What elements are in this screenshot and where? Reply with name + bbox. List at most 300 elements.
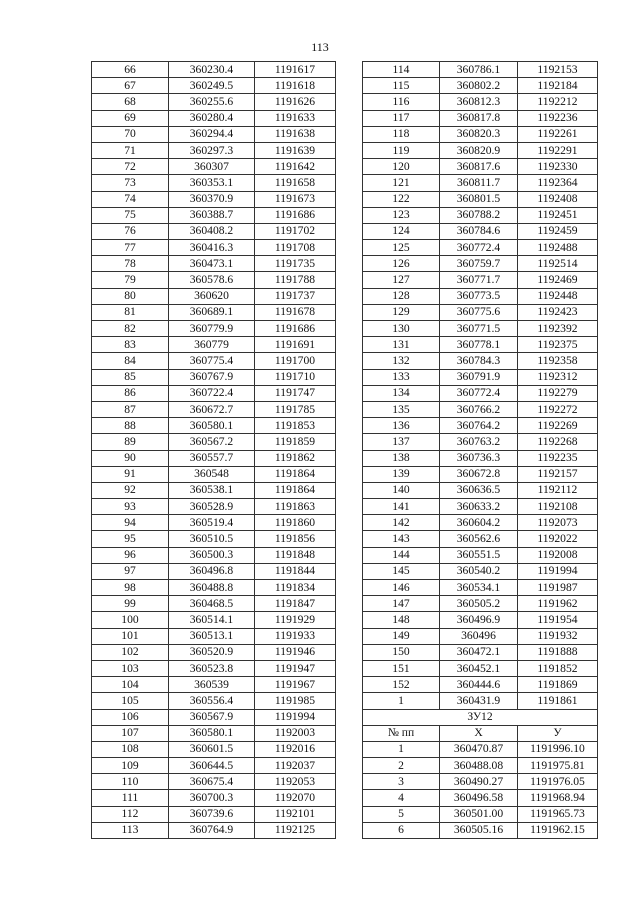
- table-row: [92, 207, 336, 223]
- x-coordinate-cell: 360496.9: [440, 612, 518, 628]
- table-row: [363, 62, 598, 78]
- y-coordinate-cell: 1192022: [518, 531, 598, 547]
- table-row: [92, 401, 336, 417]
- x-coordinate-cell: 360778.1: [440, 337, 518, 353]
- table-row: [92, 78, 336, 94]
- point-number-cell: 89: [92, 434, 169, 450]
- point-number-cell: 147: [363, 596, 440, 612]
- point-number-cell: 109: [92, 758, 169, 774]
- x-coordinate-cell: 360772.4: [440, 240, 518, 256]
- x-coordinate-cell: 360353.1: [169, 175, 255, 191]
- y-coordinate-cell: 1191856: [255, 531, 336, 547]
- table-row: [92, 693, 336, 709]
- point-number-cell: 81: [92, 304, 169, 320]
- point-number-cell: 78: [92, 256, 169, 272]
- table-row: [363, 272, 598, 288]
- x-coordinate-cell: 360764.2: [440, 418, 518, 434]
- y-coordinate-cell: 1191968.94: [518, 790, 598, 806]
- point-number-cell: 129: [363, 304, 440, 320]
- x-coordinate-cell: 360759.7: [440, 256, 518, 272]
- table-row: [363, 207, 598, 223]
- x-coordinate-cell: 360580.1: [169, 418, 255, 434]
- x-coordinate-cell: 360788.2: [440, 207, 518, 223]
- x-coordinate-cell: 360294.4: [169, 126, 255, 142]
- y-coordinate-cell: 1192375: [518, 337, 598, 353]
- x-coordinate-cell: 360488.8: [169, 580, 255, 596]
- point-number-cell: 113: [92, 822, 169, 838]
- table-row: [92, 515, 336, 531]
- y-coordinate-cell: 1191710: [255, 369, 336, 385]
- y-coordinate-cell: 1191859: [255, 434, 336, 450]
- point-number-cell: 123: [363, 207, 440, 223]
- table-row: [363, 677, 598, 693]
- x-coordinate-cell: 360528.9: [169, 499, 255, 515]
- point-number-cell: 148: [363, 612, 440, 628]
- x-coordinate-cell: 360520.9: [169, 644, 255, 660]
- y-coordinate-cell: 1192312: [518, 369, 598, 385]
- y-coordinate-cell: 1191642: [255, 159, 336, 175]
- point-number-cell: 96: [92, 547, 169, 563]
- point-number-cell: 77: [92, 240, 169, 256]
- point-number-cell: 93: [92, 499, 169, 515]
- x-coordinate-cell: 360431.9: [440, 693, 518, 709]
- table-row: [363, 450, 598, 466]
- point-number-cell: 126: [363, 256, 440, 272]
- y-coordinate-cell: 1192269: [518, 418, 598, 434]
- table-row: [92, 709, 336, 725]
- point-number-cell: 146: [363, 580, 440, 596]
- y-coordinate-cell: 1191994: [518, 563, 598, 579]
- x-coordinate-cell: 360820.9: [440, 142, 518, 158]
- table-row: [92, 563, 336, 579]
- table-row: [92, 110, 336, 126]
- x-coordinate-cell: 360775.6: [440, 304, 518, 320]
- y-coordinate-cell: 1191962.15: [518, 822, 598, 838]
- point-number-cell: 128: [363, 288, 440, 304]
- x-coordinate-cell: 360540.2: [440, 563, 518, 579]
- point-number-cell: 141: [363, 499, 440, 515]
- point-number-cell: 5: [363, 806, 440, 822]
- x-coordinate-cell: 360505.2: [440, 596, 518, 612]
- table-row: [92, 466, 336, 482]
- point-number-cell: 75: [92, 207, 169, 223]
- y-coordinate-cell: 1191967: [255, 677, 336, 693]
- table-row: [92, 790, 336, 806]
- table-row: [92, 353, 336, 369]
- table-row: [363, 563, 598, 579]
- table-row: [363, 790, 598, 806]
- y-coordinate-cell: 1191860: [255, 515, 336, 531]
- point-number-cell: 100: [92, 612, 169, 628]
- table-row: [363, 418, 598, 434]
- table-row: [92, 240, 336, 256]
- y-coordinate-cell: 1192125: [255, 822, 336, 838]
- y-coordinate-cell: 1191864: [255, 466, 336, 482]
- x-coordinate-cell: 360771.7: [440, 272, 518, 288]
- x-coordinate-cell: 360722.4: [169, 385, 255, 401]
- x-coordinate-cell: 360444.6: [440, 677, 518, 693]
- x-coordinate-cell: 360700.3: [169, 790, 255, 806]
- table-row: [363, 126, 598, 142]
- table-row: [363, 401, 598, 417]
- x-coordinate-cell: 360689.1: [169, 304, 255, 320]
- x-coordinate-cell: 360297.3: [169, 142, 255, 158]
- table-row: [363, 758, 598, 774]
- x-coordinate-cell: 360672.7: [169, 401, 255, 417]
- y-coordinate-cell: 1191962: [518, 596, 598, 612]
- table-row: [363, 660, 598, 676]
- x-coordinate-cell: 360567.2: [169, 434, 255, 450]
- x-coordinate-cell: 360675.4: [169, 774, 255, 790]
- x-coordinate-cell: 360538.1: [169, 482, 255, 498]
- table-row: [363, 175, 598, 191]
- y-coordinate-cell: 1191700: [255, 353, 336, 369]
- point-number-cell: 111: [92, 790, 169, 806]
- x-coordinate-cell: 360505.16: [440, 822, 518, 838]
- table-row: [363, 466, 598, 482]
- y-coordinate-cell: 1191638: [255, 126, 336, 142]
- x-coordinate-cell: 360578.6: [169, 272, 255, 288]
- table-row: [92, 499, 336, 515]
- point-number-cell: 106: [92, 709, 169, 725]
- y-coordinate-cell: 1191861: [518, 693, 598, 709]
- point-number-cell: 87: [92, 401, 169, 417]
- point-number-cell: 98: [92, 580, 169, 596]
- y-coordinate-cell: 1191626: [255, 94, 336, 110]
- y-coordinate-cell: 1191678: [255, 304, 336, 320]
- x-coordinate-cell: 360500.3: [169, 547, 255, 563]
- x-coordinate-cell: 360539: [169, 677, 255, 693]
- point-number-cell: 121: [363, 175, 440, 191]
- x-coordinate-cell: 360786.1: [440, 62, 518, 78]
- y-coordinate-cell: 1191853: [255, 418, 336, 434]
- table-row: [92, 806, 336, 822]
- x-coordinate-cell: 360470.87: [440, 741, 518, 757]
- x-coordinate-cell: 360766.2: [440, 401, 518, 417]
- x-coordinate-cell: 360556.4: [169, 693, 255, 709]
- x-coordinate-cell: 360496.58: [440, 790, 518, 806]
- x-coordinate-cell: 360817.8: [440, 110, 518, 126]
- table-row: [363, 693, 598, 709]
- y-coordinate-cell: 1191658: [255, 175, 336, 191]
- point-number-cell: 104: [92, 677, 169, 693]
- table-row: [92, 142, 336, 158]
- x-coordinate-cell: 360557.7: [169, 450, 255, 466]
- y-coordinate-cell: 1191862: [255, 450, 336, 466]
- table-row: [363, 434, 598, 450]
- table-row: [363, 385, 598, 401]
- x-coordinate-cell: 360736.3: [440, 450, 518, 466]
- x-coordinate-cell: 360779: [169, 337, 255, 353]
- y-coordinate-cell: 1191946: [255, 644, 336, 660]
- point-number-cell: 68: [92, 94, 169, 110]
- point-number-cell: 90: [92, 450, 169, 466]
- y-coordinate-cell: 1191987: [518, 580, 598, 596]
- table-row: [363, 531, 598, 547]
- table-row: [363, 580, 598, 596]
- y-coordinate-cell: 1192235: [518, 450, 598, 466]
- point-number-cell: 150: [363, 644, 440, 660]
- y-coordinate-cell: 1191673: [255, 191, 336, 207]
- x-coordinate-cell: 360473.1: [169, 256, 255, 272]
- x-coordinate-cell: 360764.9: [169, 822, 255, 838]
- y-coordinate-cell: 1191785: [255, 401, 336, 417]
- x-coordinate-cell: 360534.1: [440, 580, 518, 596]
- point-number-cell: 134: [363, 385, 440, 401]
- point-number-cell: 110: [92, 774, 169, 790]
- table-row: [363, 288, 598, 304]
- point-number-cell: 124: [363, 223, 440, 239]
- table-row: [92, 677, 336, 693]
- table-row: [92, 482, 336, 498]
- y-coordinate-cell: 1192358: [518, 353, 598, 369]
- table-row: [92, 191, 336, 207]
- x-coordinate-cell: 360307: [169, 159, 255, 175]
- y-coordinate-cell: 1191633: [255, 110, 336, 126]
- y-coordinate-cell: 1192112: [518, 482, 598, 498]
- x-coordinate-cell: 360773.5: [440, 288, 518, 304]
- table-row: [363, 337, 598, 353]
- table-row: [92, 337, 336, 353]
- x-coordinate-cell: 360801.5: [440, 191, 518, 207]
- x-coordinate-cell: 360672.8: [440, 466, 518, 482]
- point-number-cell: 145: [363, 563, 440, 579]
- table-row: [92, 94, 336, 110]
- point-number-cell: 95: [92, 531, 169, 547]
- x-coordinate-cell: 360779.9: [169, 321, 255, 337]
- y-coordinate-cell: 1192261: [518, 126, 598, 142]
- table-row: [92, 272, 336, 288]
- table-row: [363, 644, 598, 660]
- table-row: [363, 191, 598, 207]
- y-coordinate-cell: 1191834: [255, 580, 336, 596]
- x-coordinate-cell: 360567.9: [169, 709, 255, 725]
- point-number-cell: 76: [92, 223, 169, 239]
- x-coordinate-cell: 360784.6: [440, 223, 518, 239]
- y-coordinate-cell: 1192448: [518, 288, 598, 304]
- point-number-cell: 84: [92, 353, 169, 369]
- point-number-cell: 149: [363, 628, 440, 644]
- point-number-cell: 139: [363, 466, 440, 482]
- x-coordinate-cell: 360255.6: [169, 94, 255, 110]
- point-number-cell: 79: [92, 272, 169, 288]
- x-coordinate-cell: 360771.5: [440, 321, 518, 337]
- point-number-cell: 152: [363, 677, 440, 693]
- point-number-cell: 94: [92, 515, 169, 531]
- y-coordinate-cell: 1192279: [518, 385, 598, 401]
- x-coordinate-cell: 360784.3: [440, 353, 518, 369]
- table-row: [363, 482, 598, 498]
- point-number-cell: 143: [363, 531, 440, 547]
- coordinates-table-right: [362, 61, 598, 839]
- table-row: [92, 288, 336, 304]
- table-row: [92, 126, 336, 142]
- y-coordinate-cell: 1191869: [518, 677, 598, 693]
- table-row: [363, 142, 598, 158]
- x-header: X: [440, 725, 518, 741]
- table-row: [92, 418, 336, 434]
- y-coordinate-cell: 1192392: [518, 321, 598, 337]
- point-number-cell: 1: [363, 741, 440, 757]
- x-coordinate-cell: 360811.7: [440, 175, 518, 191]
- x-coordinate-cell: 360468.5: [169, 596, 255, 612]
- x-coordinate-cell: 360620: [169, 288, 255, 304]
- y-coordinate-cell: 1192157: [518, 466, 598, 482]
- point-number-cell: 118: [363, 126, 440, 142]
- x-coordinate-cell: 360767.9: [169, 369, 255, 385]
- y-coordinate-cell: 1191888: [518, 644, 598, 660]
- point-number-cell: 4: [363, 790, 440, 806]
- table-row: [363, 547, 598, 563]
- y-coordinate-cell: 1191686: [255, 321, 336, 337]
- table-row: [92, 725, 336, 741]
- table-row: [363, 256, 598, 272]
- table-row: [363, 499, 598, 515]
- point-number-cell: 125: [363, 240, 440, 256]
- point-number-cell: 6: [363, 822, 440, 838]
- x-coordinate-cell: 360763.2: [440, 434, 518, 450]
- table-row: [363, 321, 598, 337]
- point-number-cell: 103: [92, 660, 169, 676]
- y-coordinate-cell: 1191708: [255, 240, 336, 256]
- table-row: [92, 256, 336, 272]
- point-number-cell: 82: [92, 321, 169, 337]
- point-number-cell: 70: [92, 126, 169, 142]
- y-coordinate-cell: 1192459: [518, 223, 598, 239]
- point-number-cell: 108: [92, 741, 169, 757]
- y-coordinate-cell: 1192070: [255, 790, 336, 806]
- table-row: [92, 450, 336, 466]
- y-coordinate-cell: 1192268: [518, 434, 598, 450]
- table-row: [363, 515, 598, 531]
- point-number-cell: 102: [92, 644, 169, 660]
- y-coordinate-cell: 1192212: [518, 94, 598, 110]
- table-row: [92, 369, 336, 385]
- table-row: [92, 547, 336, 563]
- point-number-cell: 151: [363, 660, 440, 676]
- coordinates-table-left: [91, 61, 336, 839]
- x-coordinate-cell: 360416.3: [169, 240, 255, 256]
- point-number-cell: 116: [363, 94, 440, 110]
- x-coordinate-cell: 360496: [440, 628, 518, 644]
- point-number-cell: 130: [363, 321, 440, 337]
- point-number-cell: 69: [92, 110, 169, 126]
- table-row: [92, 385, 336, 401]
- x-coordinate-cell: 360370.9: [169, 191, 255, 207]
- y-coordinate-cell: 1191747: [255, 385, 336, 401]
- section-title-row: [363, 709, 598, 725]
- point-number-cell: 107: [92, 725, 169, 741]
- y-coordinate-cell: 1192003: [255, 725, 336, 741]
- x-coordinate-cell: 360230.4: [169, 62, 255, 78]
- y-coordinate-cell: 1191618: [255, 78, 336, 94]
- point-number-cell: 135: [363, 401, 440, 417]
- y-coordinate-cell: 1192037: [255, 758, 336, 774]
- point-number-cell: 115: [363, 78, 440, 94]
- y-coordinate-cell: 1192053: [255, 774, 336, 790]
- table-row: [363, 774, 598, 790]
- point-number-cell: 73: [92, 175, 169, 191]
- y-coordinate-cell: 1191975.81: [518, 758, 598, 774]
- table-row: [92, 62, 336, 78]
- x-coordinate-cell: 360739.6: [169, 806, 255, 822]
- x-coordinate-cell: 360791.9: [440, 369, 518, 385]
- point-number-cell: 86: [92, 385, 169, 401]
- point-number-cell: 97: [92, 563, 169, 579]
- x-coordinate-cell: 360633.2: [440, 499, 518, 515]
- y-coordinate-cell: 1191848: [255, 547, 336, 563]
- table-row: [92, 660, 336, 676]
- x-coordinate-cell: 360772.4: [440, 385, 518, 401]
- y-coordinate-cell: 1191844: [255, 563, 336, 579]
- y-coordinate-cell: 1192469: [518, 272, 598, 288]
- point-number-cell: 3: [363, 774, 440, 790]
- y-coordinate-cell: 1191994: [255, 709, 336, 725]
- point-number-cell: 85: [92, 369, 169, 385]
- table-row: [92, 596, 336, 612]
- point-number-cell: 105: [92, 693, 169, 709]
- y-coordinate-cell: 1192073: [518, 515, 598, 531]
- y-coordinate-cell: 1191932: [518, 628, 598, 644]
- y-coordinate-cell: 1192236: [518, 110, 598, 126]
- number-header: № пп: [363, 725, 440, 741]
- table-row: [363, 596, 598, 612]
- x-coordinate-cell: 360388.7: [169, 207, 255, 223]
- point-number-cell: 91: [92, 466, 169, 482]
- point-number-cell: 120: [363, 159, 440, 175]
- table-row: [363, 304, 598, 320]
- point-number-cell: 117: [363, 110, 440, 126]
- x-coordinate-cell: 360802.2: [440, 78, 518, 94]
- y-coordinate-cell: 1192451: [518, 207, 598, 223]
- table-row: [92, 304, 336, 320]
- point-number-cell: 133: [363, 369, 440, 385]
- x-coordinate-cell: 360408.2: [169, 223, 255, 239]
- y-coordinate-cell: 1191929: [255, 612, 336, 628]
- x-coordinate-cell: 360514.1: [169, 612, 255, 628]
- table-row: [92, 741, 336, 757]
- x-coordinate-cell: 360548: [169, 466, 255, 482]
- section-title: ЗУ12: [363, 709, 598, 725]
- x-coordinate-cell: 360523.8: [169, 660, 255, 676]
- point-number-cell: 66: [92, 62, 169, 78]
- point-number-cell: 83: [92, 337, 169, 353]
- table-row: [92, 774, 336, 790]
- x-coordinate-cell: 360812.3: [440, 94, 518, 110]
- table-row: [92, 175, 336, 191]
- table-row: [363, 159, 598, 175]
- page-number: 113: [311, 40, 329, 54]
- table-row: [92, 434, 336, 450]
- x-coordinate-cell: 360472.1: [440, 644, 518, 660]
- y-coordinate-cell: 1191985: [255, 693, 336, 709]
- table-row: [92, 159, 336, 175]
- point-number-cell: 132: [363, 353, 440, 369]
- y-coordinate-cell: 1191847: [255, 596, 336, 612]
- point-number-cell: 137: [363, 434, 440, 450]
- y-coordinate-cell: 1192488: [518, 240, 598, 256]
- y-coordinate-cell: 1192153: [518, 62, 598, 78]
- table-row: [363, 822, 598, 838]
- table-row: [363, 94, 598, 110]
- y-coordinate-cell: 1192101: [255, 806, 336, 822]
- x-coordinate-cell: 360601.5: [169, 741, 255, 757]
- y-coordinate-cell: 1191852: [518, 660, 598, 676]
- x-coordinate-cell: 360580.1: [169, 725, 255, 741]
- x-coordinate-cell: 360510.5: [169, 531, 255, 547]
- y-coordinate-cell: 1191788: [255, 272, 336, 288]
- table-row: [92, 758, 336, 774]
